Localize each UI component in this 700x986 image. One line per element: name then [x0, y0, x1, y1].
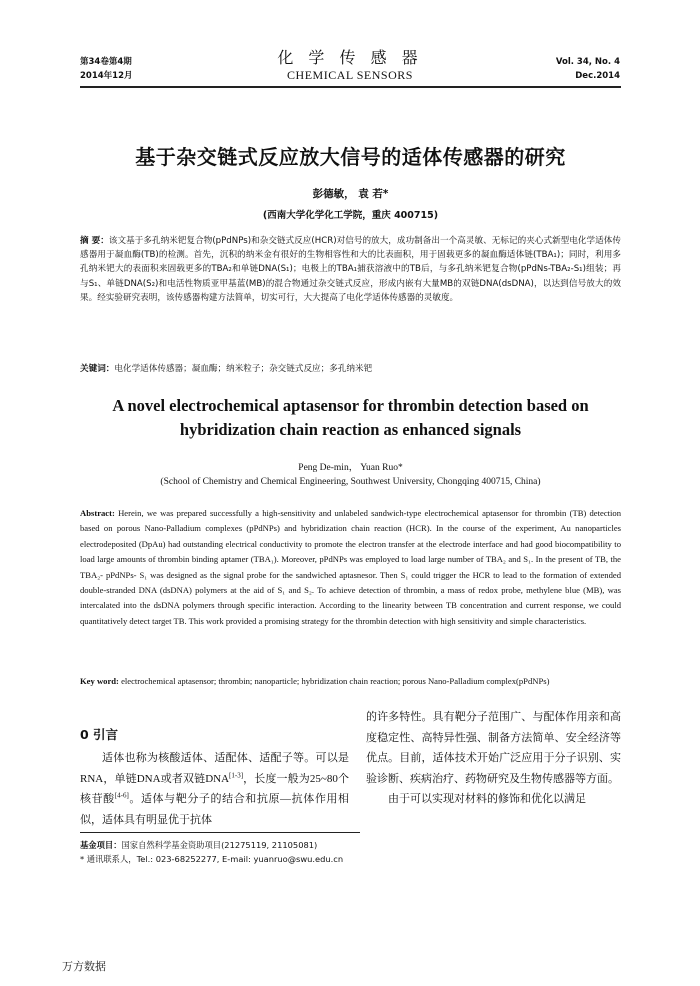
abstract-en: [80, 506, 621, 629]
authors-cn: 彭德敏， 袁 若*: [312, 188, 389, 200]
funding-label: 基金项目：: [80, 840, 122, 850]
affiliation-en: (School of Chemistry and Chemical Engineering, Southwest University, Chongqing 400715, China): [160, 477, 541, 487]
paper-title-en-line2: hybridization chain reaction as enhanced signals: [179, 420, 522, 439]
affiliation-cn: (西南大学化学化工学院，重庆 400715): [262, 210, 439, 221]
funding-text: 国家自然科学基金资助项目(21275119, 21105081): [121, 840, 318, 850]
abstract-en-text: Herein, we was prepared successfully a high-sensitivity and unlabeled sandwich-type electrochemical aptasensor for thrombin (TB) detection based on porous Nano-Palladium complexes (pPdNPs) and hybridization chain reaction (HCR). In the course of the experiment, Au nanoparticles electrodeposited (DpAu) had outstanding electrical conductivity to promote the electron transfer at the electrode interface and had good biocompatibility to load large amounts of thrombin binding aptamer (TBA₁). Moreover, pPdNPs was employed to load large number of TBA₂ and S₁. In the present of TB, the TBA₂- pPdNPs- S₁ was designed as the signal probe for the sandwiched aptasnesor. Then S₁ could trigger the HCR to lead to the formation of extended double-stranded DNA (dsDNA) polymers at the aid of S₁ and S₂. To achieve detection of thrombin, a mass of redox probe, methylene blue (MB), was intercalated into the dsDNA polymers through specific interaction. According to the linearity between TB concentration and current response, we could quantitatively detect target TB. This work provided a promising strategy for the thrombin detection with high sensitivity and simple characteristics.: [80, 508, 622, 626]
date-cn: 2014年12月: [80, 71, 133, 81]
abstract-cn: [80, 234, 621, 305]
contact-note: * 通讯联系人，Tel.: 023-68252277, E-mail: yuanruo@swu.edu.cn: [80, 854, 344, 864]
header-volume-info-en: [520, 55, 620, 83]
keywords-cn-text: 电化学适体传感器；凝血酶；纳米粒子；杂交链式反应；多孔纳米钯: [114, 364, 373, 374]
abstract-cn-label: 摘 要：: [80, 236, 109, 246]
paper-title-en: [80, 394, 621, 442]
footnotes: [80, 838, 480, 866]
header-rule: [80, 86, 621, 88]
keywords-cn: [80, 362, 621, 376]
body-column-right: [366, 707, 621, 810]
abstract-en-label: Abstract:: [80, 508, 115, 518]
intro-text-3: 。适体与靶分子的结合和抗原—抗体作用相似，适体具有明显优于抗体: [80, 793, 350, 826]
journal-name-cn: 化 学 传 感 器: [277, 48, 423, 67]
keywords-cn-label: 关键词：: [80, 364, 115, 374]
intro-paragraph-1-cont: 的许多特性。具有靶分子范围广、与配体作用亲和高度稳定性、高特异性强、制备方法简单、安全经济等优点。目前，适体技术开始广泛应用于分子识别、实验诊断、疾病治疗、药物研究及生物传感器等方面。: [366, 711, 621, 785]
keywords-en: [80, 674, 621, 689]
funding-note: [80, 838, 480, 852]
section-heading-introduction: 0 引言: [80, 727, 119, 742]
intro-paragraph-1: [80, 748, 349, 830]
intro-text-1: 适体也称为核酸适体、适配体、适配子等。可以是RNA，单链DNA或者双链DNA: [80, 752, 349, 785]
citation-1-3: [1-3]: [229, 770, 244, 779]
citation-4-6: [4-6]: [114, 791, 129, 800]
intro-text-2: ，长度一般为25~80个核苷酸: [80, 772, 349, 805]
header-volume-info: [80, 55, 133, 83]
footnote-rule: [80, 832, 360, 833]
keywords-en-label: Key word:: [80, 676, 119, 686]
paper-title-cn: 基于杂交链式反应放大信号的适体传感器的研究: [135, 145, 566, 169]
paper-title-en-line1: A novel electrochemical aptasensor for thrombin detection based on: [112, 396, 589, 415]
date-en: Dec.2014: [575, 71, 620, 81]
watermark: 万方数据: [62, 960, 106, 973]
volume-issue-cn: 第34卷第4期: [80, 57, 132, 67]
keywords-en-text: electrochemical aptasensor; thrombin; nanoparticle; hybridization chain reaction; porous Nano-Palladium complex(pPdNPs): [121, 676, 550, 686]
abstract-cn-text: 该文基于多孔纳米钯复合物(pPdNPs)和杂交链式反应(HCR)对信号的放大，成功制备出一个高灵敏、无标记的夹心式新型电化学适体传感器用于凝血酶(TB)的检测。首先，沉积的纳米金有很好的生物相容性和大的比表面积，用于固载更多的凝血酶适体链(TBA₁)；同时，利用多孔纳米钯大的表面积来固载更多的TBA₂和单链DNA(S₁)；电极上的TBA₁捕获溶液中的TB后，与多孔纳米钯复合物(pPdNs-TBA₂-S₁)组装；再与S₁、单链DNA(S₂)和电活性物质亚甲基蓝(MB)的混合物通过杂交链式反应，形成内嵌有大量MB的双链DNA(dsDNA)，以达到信号放大的效果。经实验研究表明，该传感器构建方法简单，切实可行，大大提高了电化学适体传感器的灵敏度。: [80, 236, 621, 303]
intro-paragraph-2: 由于可以实现对材料的修饰和优化以满足: [388, 793, 586, 805]
journal-masthead: [250, 48, 450, 82]
body-column-left: [80, 748, 349, 830]
authors-en: Peng De-min， Yuan Ruo*: [298, 463, 403, 473]
journal-name-en: CHEMICAL SENSORS: [287, 68, 413, 82]
volume-issue-en: Vol. 34, No. 4: [555, 57, 620, 67]
